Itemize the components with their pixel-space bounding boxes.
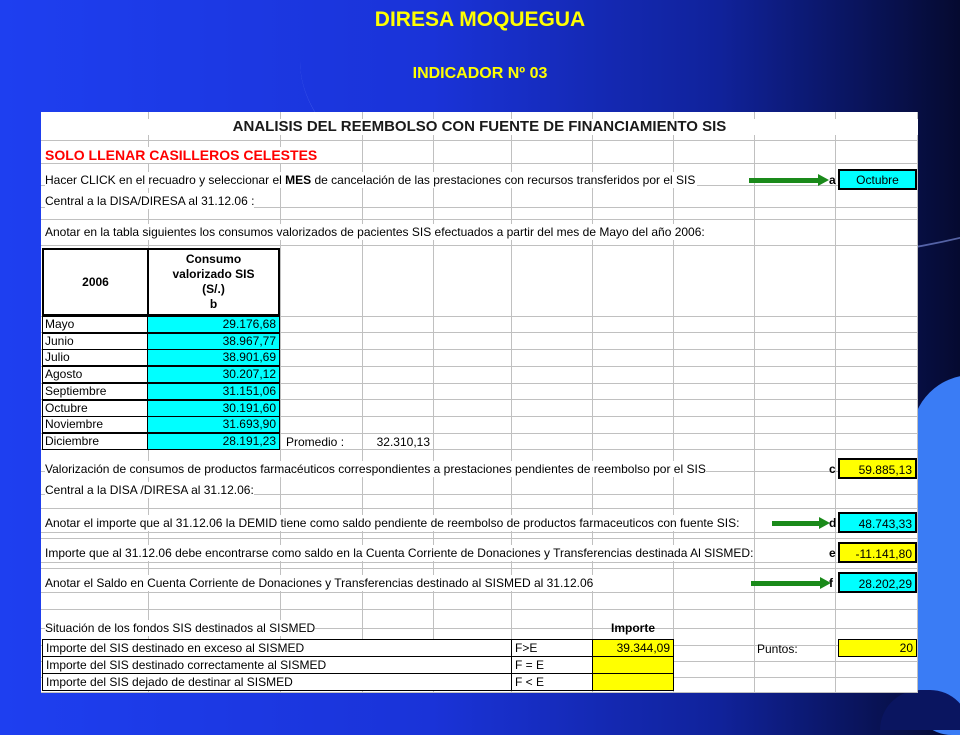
grid-row-line [41, 692, 918, 693]
row-a-text [45, 172, 697, 188]
table-header-value-line: b [209, 297, 218, 311]
grid-row-line [41, 592, 918, 593]
arrow-f [751, 581, 821, 586]
month-row [42, 349, 280, 366]
grid-col-line [280, 112, 281, 692]
grid-col-line [362, 112, 363, 692]
month-name: Octubre [42, 400, 148, 417]
month-name: Julio [42, 349, 148, 366]
sheet-heading: ANALISIS DEL REEMBOLSO CON FUENTE DE FINANCIAMIENTO SIS [41, 119, 918, 135]
month-row [42, 383, 280, 400]
grid-col-line [754, 112, 755, 692]
grid-col-line [511, 112, 512, 692]
month-value-input[interactable]: 30.191,60 [147, 400, 280, 417]
month-name: Diciembre [42, 433, 148, 450]
month-value-input[interactable]: 30.207,12 [147, 366, 280, 383]
month-row [42, 400, 280, 417]
table-header-value-line: valorizado SIS [172, 267, 255, 281]
situation-label: Importe del SIS destinado correctamente al SISMED [42, 656, 512, 674]
grid-row-line [41, 508, 918, 509]
table-header-value-line: Consumo [185, 252, 242, 266]
arrow-a [749, 178, 819, 183]
row-d-text: Anotar el importe que al 31.12.06 la DEMID tiene como saldo pendiente de reembolso de productos farmaceuticos con fuente SIS: [45, 516, 740, 530]
value-e: -11.141,80 [838, 542, 917, 563]
month-name: Junio [42, 333, 148, 350]
table-header-year: 2006 [82, 275, 109, 289]
situation-value [592, 673, 674, 691]
row-c-text: Valorización de consumos de productos farmacéuticos correspondientes a prestaciones pendientes de reembolso por el SIS [45, 462, 706, 476]
letter-c: c [829, 462, 836, 476]
promedio-label: Promedio : [286, 435, 345, 449]
situation-label: Importe del SIS destinado en exceso al SISMED [42, 639, 512, 657]
month-value-input[interactable]: 31.151,06 [147, 383, 280, 400]
month-row [42, 333, 280, 350]
grid-col-line [433, 112, 434, 692]
situacion-label: Situación de los fondos SIS destinados al SISMED [45, 621, 316, 635]
grid-row-line [41, 562, 918, 563]
puntos-label: Puntos: [757, 642, 798, 656]
row-a-text-2: Central a la DISA/DIRESA al 31.12.06 : [45, 194, 255, 208]
month-name: Mayo [42, 316, 148, 333]
month-value-input[interactable]: 29.176,68 [147, 316, 280, 333]
situation-condition: F = E [511, 656, 593, 674]
row-f-text: Anotar el Saldo en Cuenta Corriente de Donaciones y Transferencias destinado al SISMED al 31.12.06 [45, 576, 594, 590]
letter-a: a [829, 173, 836, 187]
table-header-value-line: (S/.) [202, 282, 225, 296]
grid-row-line [41, 609, 918, 610]
row-a-text-pre: Hacer CLICK en el recuadro y seleccionar el [45, 173, 286, 187]
month-row [42, 416, 280, 433]
situation-condition: F>E [511, 639, 593, 657]
month-value-input[interactable]: 31.693,90 [147, 416, 280, 433]
arrow-d [772, 521, 820, 526]
month-value-input[interactable]: 38.967,77 [147, 333, 280, 350]
grid-row-line [41, 245, 918, 246]
grid-row-line [41, 532, 918, 533]
note-table: Anotar en la tabla siguientes los consumos valorizados de pacientes SIS efectuados a partir del mes de Mayo del año 2006: [45, 225, 705, 239]
row-a-text-bold: MES [285, 173, 312, 187]
month-row [42, 316, 280, 333]
grid-row-line [41, 163, 918, 164]
situation-value [592, 656, 674, 674]
row-a-text-post: de cancelación de las prestaciones con recursos transferidos por el SIS [311, 173, 696, 187]
importe-header: Importe [610, 621, 655, 635]
month-value-input[interactable]: 28.191,23 [147, 433, 280, 450]
month-row [42, 366, 280, 383]
letter-e: e [829, 546, 836, 560]
decorative-shape-dark [880, 690, 960, 730]
grid-row-line [41, 568, 918, 569]
letter-d: d [829, 516, 837, 530]
grid-col-line [673, 112, 674, 692]
month-row [42, 433, 280, 450]
month-name: Septiembre [42, 383, 148, 400]
grid-col-line [917, 112, 918, 692]
situation-value: 39.344,09 [592, 639, 674, 657]
page-title: DIRESA MOQUEGUA [374, 8, 586, 31]
grid-col-line [835, 112, 836, 692]
month-name: Agosto [42, 366, 148, 383]
instruction-text: SOLO LLENAR CASILLEROS CELESTES [45, 147, 318, 163]
letter-f: f [829, 576, 833, 590]
month-select[interactable]: Octubre [838, 169, 917, 190]
grid-row-line [41, 538, 918, 539]
grid-row-line [41, 219, 918, 220]
row-c-text-2: Central a la DISA /DIRESA al 31.12.06: [45, 483, 254, 497]
situation-label: Importe del SIS dejado de destinar al SISMED [42, 673, 512, 691]
input-d[interactable]: 48.743,33 [838, 512, 917, 533]
grid-row-line [41, 140, 918, 141]
month-name: Noviembre [42, 416, 148, 433]
puntos-value: 20 [838, 639, 917, 657]
month-value-input[interactable]: 38.901,69 [147, 349, 280, 366]
decorative-shape [912, 375, 960, 735]
row-e-text: Importe que al 31.12.06 debe encontrarse como saldo en la Cuenta Corriente de Donaciones y Transferencias destinada Al SISMED: [45, 546, 754, 560]
grid-col-line [592, 112, 593, 692]
spreadsheet [41, 112, 918, 692]
input-f[interactable]: 28.202,29 [838, 572, 917, 593]
situation-condition: F < E [511, 673, 593, 691]
page-subtitle: INDICADOR Nº 03 [412, 65, 548, 82]
promedio-value: 32.310,13 [376, 435, 430, 449]
value-c: 59.885,13 [838, 458, 917, 479]
